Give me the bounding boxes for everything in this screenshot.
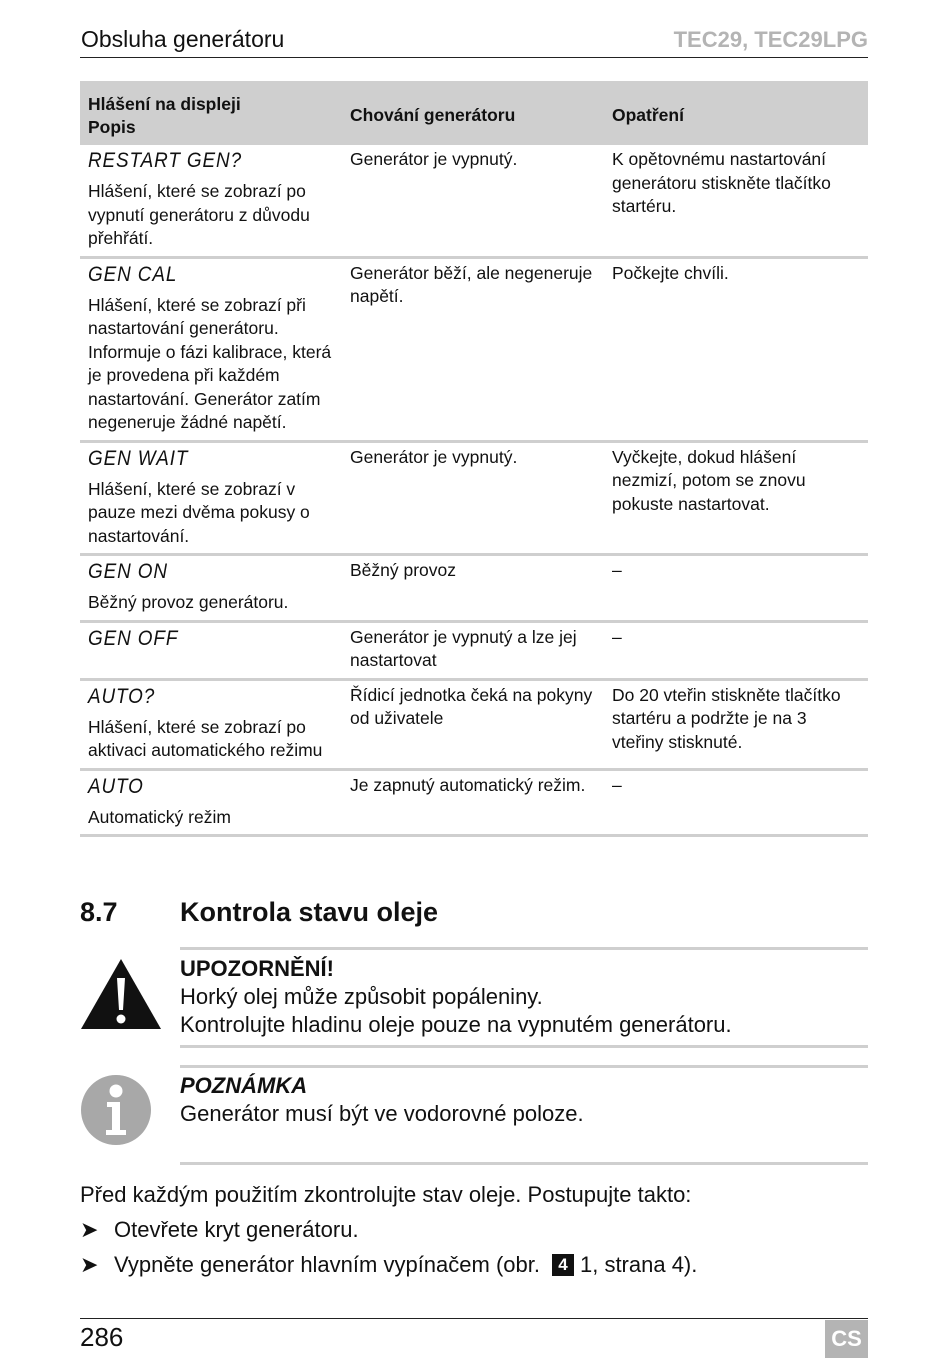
page-header [80,24,868,58]
message-cell [80,441,342,555]
instruction-step [80,1216,359,1244]
column-header-generator-behavior: Chování generátoru [342,81,604,145]
language-badge: CS [825,1320,868,1358]
behavior-cell: Řídicí jednotka čeká na pokyny od uživatele [342,679,604,769]
lcd-message: GEN WAIT [88,446,189,470]
divider [180,1065,868,1068]
lcd-message: RESTART GEN? [88,149,242,172]
table-row [80,621,868,679]
behavior-cell: Generátor je vypnutý a lze jej nastartovat [342,621,604,679]
display-messages-table [80,81,868,837]
action-cell: K opětovnému nastartování generátoru stiskněte tlačítko startéru. [612,149,831,216]
table-row [80,145,868,257]
message-cell [80,145,342,257]
table-header-row [80,81,868,145]
message-cell [80,257,342,441]
message-description: Hlášení, které se zobrazí po aktivaci automatického režimu [88,716,323,760]
behavior-cell: Generátor je vypnutý. [350,149,518,169]
header-model-name: TEC29, TEC29LPG [673,27,868,52]
warning-block [180,955,732,1039]
instruction-step [80,1251,697,1279]
behavior-cell: Generátor je vypnutý. [342,441,604,555]
behavior-cell: Generátor běží, ale negeneruje napětí. [342,257,604,441]
message-description: Automatický režim [88,806,231,827]
warning-triangle-icon [80,958,162,1030]
table-row [80,769,868,836]
section-title: Kontrola stavu oleje [180,897,439,927]
header-chapter-title: Obsluha generátoru [81,26,285,52]
footer-divider [80,1318,868,1319]
lcd-message: GEN OFF [88,626,179,650]
message-cell [80,555,342,622]
action-cell: Do 20 vteřin stiskněte tlačítko startéru a podržte je na 3 vteřiny stisknuté. [604,679,868,769]
step-text: Otevřete kryt generátoru. [114,1217,359,1242]
note-block [180,1072,584,1128]
lcd-message: GEN CAL [88,262,178,286]
table-row [80,555,868,622]
step-text-continued: 1, strana 4). [579,1252,698,1277]
intro-paragraph: Před každým použitím zkontrolujte stav oleje. Postupujte takto: [80,1182,692,1207]
message-description: Běžný provoz generátoru. [88,592,289,612]
arrow-bullet-icon: ➤ [80,1217,99,1242]
lcd-message: AUTO? [88,684,156,708]
action-cell: Počkejte chvíli. [604,257,868,441]
step-text: Vypněte generátor hlavním vypínačem (obr. [114,1252,540,1277]
message-cell [80,769,342,836]
lcd-message: AUTO [88,774,144,798]
table-row [80,257,868,441]
behavior-cell: Běžný provoz [342,555,604,622]
lcd-message: GEN ON [88,560,168,583]
message-description: Hlášení, které se zobrazí po vypnutí generátoru z důvodu přehřátí. [88,181,310,248]
info-icon [80,1074,152,1146]
message-cell [80,621,342,679]
divider [180,1045,868,1048]
table-row [80,679,868,769]
table-row [80,441,868,555]
action-cell: – [604,621,868,679]
action-cell: – [604,555,868,622]
divider [180,947,868,950]
column-header-display-message: Hlášení na displeji Popis [80,81,342,145]
message-description: Hlášení, které se zobrazí v pauze mezi dvěma pokusy o nastartování. [88,478,310,546]
arrow-bullet-icon: ➤ [80,1252,99,1277]
section-number: 8.7 [80,897,118,927]
action-cell: Vyčkejte, dokud hlášení nezmizí, potom se znovu pokuste nastartovat. [604,441,868,555]
column-header-action: Opatření [604,81,868,145]
warning-text-line: Horký olej může způsobit popáleniny. [180,984,543,1009]
action-cell: – [604,769,868,836]
behavior-cell: Je zapnutý automatický režim. [342,769,604,836]
message-cell [80,679,342,769]
page-number: 286 [80,1322,124,1352]
warning-heading: UPOZORNĚNÍ! [180,956,334,981]
note-text: Generátor musí být ve vodorovné poloze. [180,1101,584,1126]
message-description: Hlášení, které se zobrazí při nastartování generátoru. Informuje o fázi kalibrace, která je provedena při každém nastartování. Generátor zatím negeneruje žádné napětí. [88,294,332,432]
warning-text-line: Kontrolujte hladinu oleje pouze na vypnutém generátoru. [180,1012,732,1037]
divider [180,1162,868,1165]
note-heading: POZNÁMKA [180,1073,308,1098]
figure-number-badge: 4 [552,1254,574,1276]
